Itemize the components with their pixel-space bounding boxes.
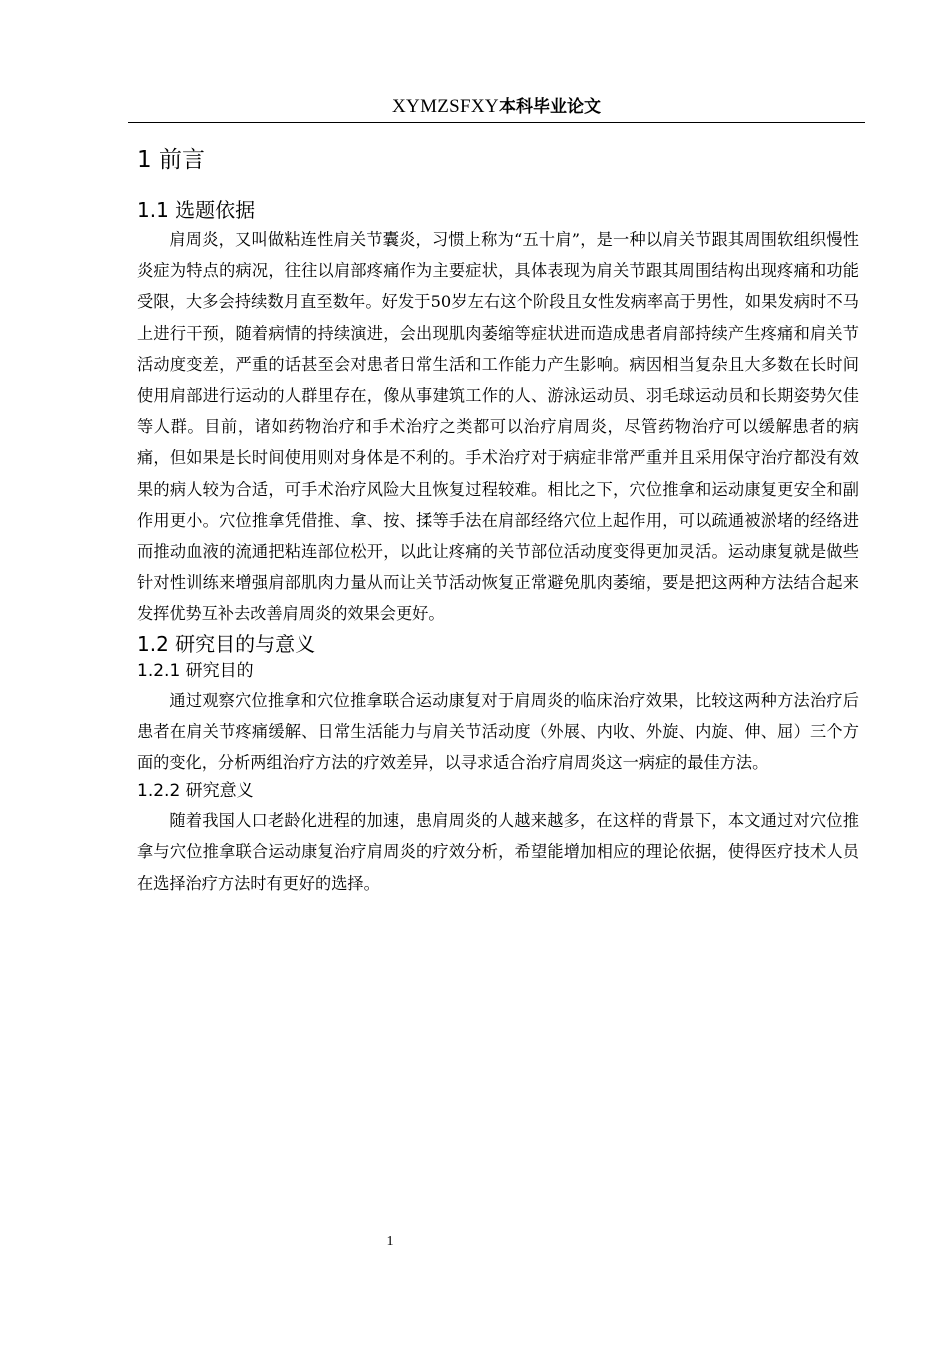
document-body: [137, 140, 859, 899]
paragraph-1-1: 肩周炎，又叫做粘连性肩关节囊炎，习惯上称为“五十肩”，是一种以肩关节跟其周围软组织慢性炎症为特点的病况，往往以肩部疼痛作为主要症状，具体表现为肩关节跟其周围结构出现疼痛和功能受限，大多会持续数月直至数年。好发于50岁左右这个阶段且女性发病率高于男性，如果发病时不马上进行干预，随着病情的持续演进，会出现肌肉萎缩等症状进而造成患者肩部持续产生疼痛和肩关节活动度变差，严重的话甚至会对患者日常生活和工作能力产生影响。病因相当复杂且大多数在长时间使用肩部进行运动的人群里存在，像从事建筑工作的人、游泳运动员、羽毛球运动员和长期姿势欠佳等人群。目前，诸如药物治疗和手术治疗之类都可以治疗肩周炎，尽管药物治疗可以缓解患者的病痛，但如果是长时间使用则对身体是不利的。手术治疗对于病症非常严重并且采用保守治疗都没有效果的病人较为合适，可手术治疗风险大且恢复过程较难。相比之下，穴位推拿和运动康复更安全和副作用更小。穴位推拿凭借推、拿、按、揉等手法在肩部经络穴位上起作用，可以疏通被淤堵的经络进而推动血液的流通把粘连部位松开，以此让疼痛的关节部位活动度变得更加灵活。运动康复就是做些针对性训练来增强肩部肌肉力量从而让关节活动恢复正常避免肌肉萎缩，要是把这两种方法结合起来发挥优势互补去改善肩周炎的效果会更好。: [137, 230, 859, 624]
paragraph-1-2-2: 随着我国人口老龄化进程的加速，患肩周炎的人越来越多，在这样的背景下，本文通过对穴位推拿与穴位推拿联合运动康复治疗肩周炎的疗效分析，希望能增加相应的理论依据，使得医疗技术人员在选择治疗方法时有更好的选择。: [137, 811, 859, 893]
section-title-1-2: 1.2 研究目的与意义: [137, 631, 316, 656]
subsection-title-1-2-2: 1.2.2 研究意义: [137, 781, 254, 802]
header-title: 本科毕业论文: [498, 97, 601, 117]
paragraph-1-2-1: 通过观察穴位推拿和穴位推拿联合运动康复对于肩周炎的临床治疗效果，比较这两种方法治疗后患者在肩关节疼痛缓解、日常生活能力与肩关节活动度（外展、内收、外旋、内旋、伸、屈）三个方面的变化，分析两组治疗方法的疗效差异，以寻求适合治疗肩周炎这一病症的最佳方法。: [137, 690, 859, 773]
section-title-1-1: 1.1 选题依据: [137, 198, 256, 222]
subsection-title-1-2-1: 1.2.1 研究目的: [137, 660, 254, 681]
header-code: XYMZSFXY: [392, 96, 499, 117]
chapter-title: 1 前言: [137, 147, 205, 173]
page-header: [128, 92, 865, 123]
page-number: 1: [386, 1234, 394, 1249]
